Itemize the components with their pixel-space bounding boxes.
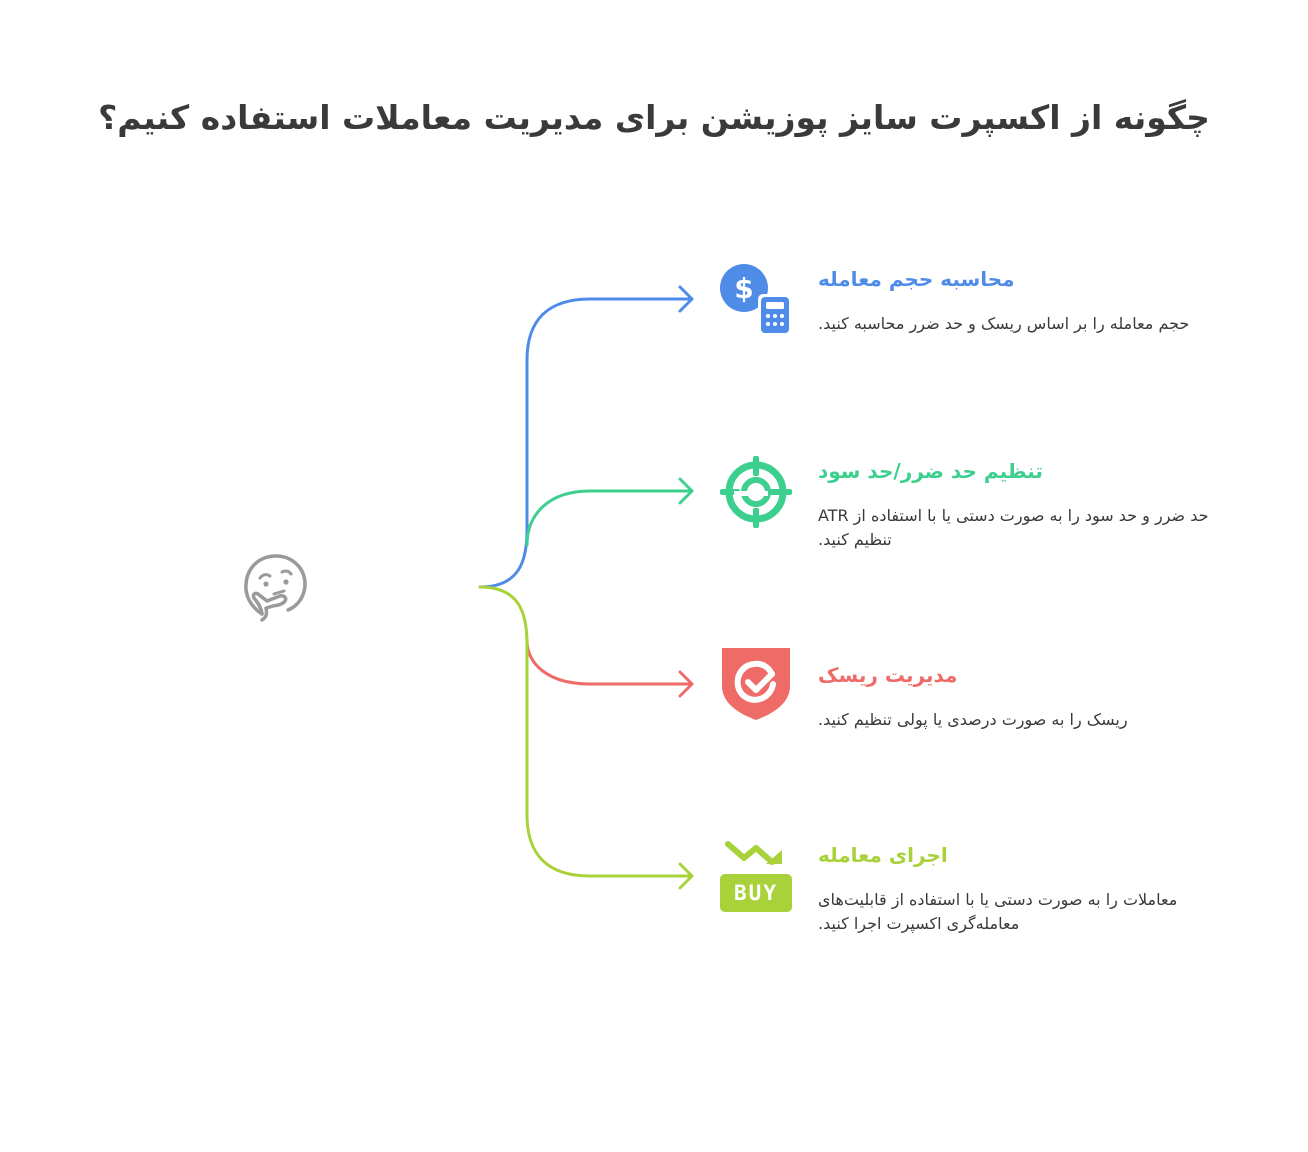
- connector-sltp: [527, 491, 692, 545]
- connector-risk: [527, 640, 692, 684]
- buy-badge: BUY: [734, 881, 778, 905]
- target-crosshair-icon: [716, 452, 796, 532]
- dollar-calculator-icon: [716, 260, 796, 340]
- shield-check-icon: [716, 644, 796, 724]
- item-calc-volume: [818, 266, 1218, 336]
- connector-calc: [480, 299, 692, 587]
- item-execute-trade: [818, 842, 1218, 936]
- buy-arrow-icon: [716, 836, 796, 916]
- item-description: معاملات را به صورت دستی یا با استفاده از قابلیت‌های معامله‌گری اکسپرت اجرا کنید.: [818, 890, 1178, 933]
- item-risk-management: [818, 662, 1218, 732]
- svg-text:$: $: [734, 272, 754, 305]
- item-title: مدیریت ریسک: [818, 663, 958, 687]
- thinking-face-icon: [240, 550, 312, 626]
- item-description: حد ضرر و حد سود را به صورت دستی یا با استفاده از ATR تنظیم کنید.: [818, 506, 1209, 549]
- item-description: ریسک را به صورت درصدی یا پولی تنظیم کنید.: [818, 710, 1128, 729]
- item-set-sl-tp: [818, 458, 1218, 552]
- item-title: محاسبه حجم معامله: [818, 267, 1015, 291]
- item-description: حجم معامله را بر اساس ریسک و حد ضرر محاسبه کنید.: [818, 314, 1190, 333]
- item-title: اجرای معامله: [818, 843, 948, 867]
- connector-exec: [480, 587, 692, 876]
- item-title: تنظیم حد ضرر/حد سود: [818, 459, 1043, 483]
- page-title: چگونه از اکسپرت سایز پوزیشن برای مدیریت معاملات استفاده کنیم؟: [98, 98, 1210, 137]
